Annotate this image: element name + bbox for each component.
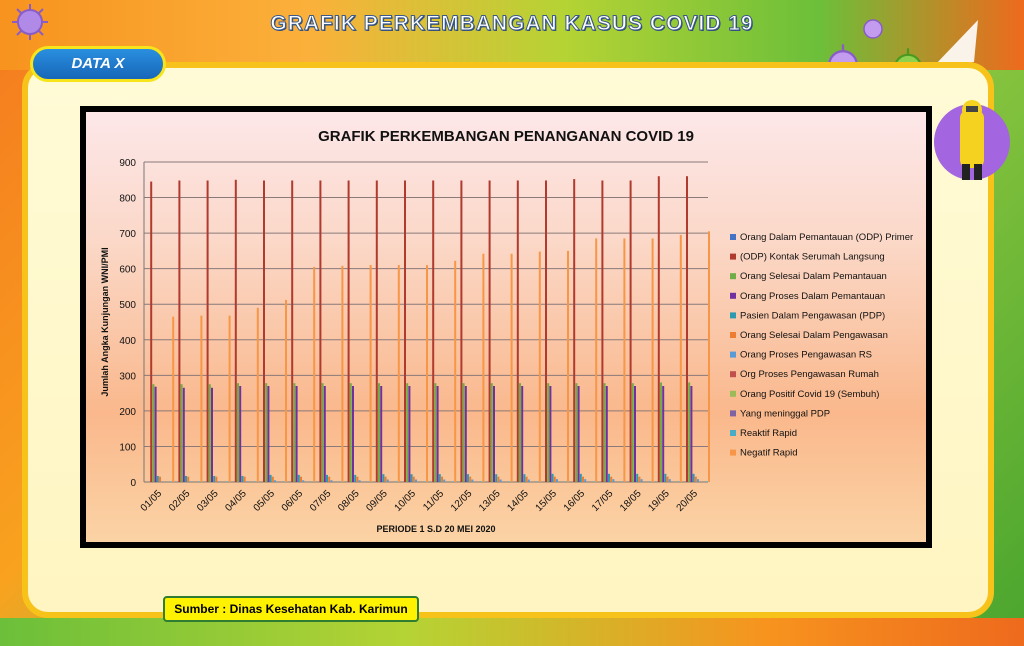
y-tick-label: 500 — [119, 300, 136, 312]
bar — [508, 481, 510, 482]
y-tick-label: 600 — [119, 264, 136, 276]
bar — [652, 238, 654, 482]
legend-item: Reaktif Rapid — [740, 428, 798, 439]
bar — [519, 383, 521, 482]
bar — [452, 481, 454, 482]
bar — [697, 479, 699, 482]
bar — [241, 476, 243, 482]
bar — [415, 480, 417, 482]
x-tick-label: 08/05 — [336, 488, 362, 514]
bar — [155, 387, 157, 482]
chart-area — [86, 112, 926, 542]
x-tick-label: 07/05 — [307, 488, 334, 514]
bar — [556, 479, 558, 482]
bar — [189, 481, 191, 482]
bar — [396, 481, 398, 482]
x-tick-label: 18/05 — [618, 488, 644, 514]
chart-panel — [80, 106, 932, 548]
legend-swatch — [730, 450, 736, 456]
legend-swatch — [730, 234, 736, 240]
bar — [237, 383, 239, 482]
bar — [367, 481, 369, 482]
legend-item: Org Proses Pengawasan Rumah — [740, 369, 879, 381]
bar — [406, 383, 408, 482]
y-tick-label: 800 — [119, 193, 136, 205]
bar — [285, 300, 287, 482]
bar — [348, 180, 350, 482]
bar — [552, 474, 554, 482]
bar — [465, 386, 467, 482]
legend-item: Yang meninggal PDP — [740, 408, 831, 420]
bar — [293, 383, 295, 482]
bar — [489, 180, 491, 482]
bar — [573, 179, 575, 482]
bar — [523, 474, 525, 482]
bar — [270, 475, 272, 482]
bar — [283, 481, 285, 482]
x-tick-label: 01/05 — [138, 488, 165, 514]
bar — [434, 383, 436, 482]
bar — [630, 180, 632, 482]
bar — [601, 180, 603, 482]
bar — [578, 386, 580, 482]
y-tick-label: 0 — [130, 478, 136, 489]
bar — [695, 477, 697, 482]
bar — [187, 477, 189, 482]
x-tick-label: 16/05 — [561, 488, 588, 514]
legend-item: Orang Dalam Pemantauan (ODP) Primer — [740, 232, 914, 243]
bar — [211, 388, 213, 482]
bar — [413, 477, 415, 482]
bar — [404, 180, 406, 482]
bar — [380, 386, 382, 482]
bar — [693, 474, 695, 482]
x-tick-label: 11/05 — [421, 488, 447, 514]
y-axis-label: Jumlah Angka Kunjungan WNI/PMI — [100, 247, 110, 397]
bar — [302, 480, 304, 482]
bar — [218, 481, 220, 482]
bar — [172, 317, 174, 482]
bar — [521, 386, 523, 482]
bar — [649, 481, 651, 482]
y-tick-label: 400 — [119, 335, 136, 347]
legend-item: Negatif Rapid — [740, 447, 798, 459]
legend-swatch — [730, 352, 736, 358]
bar — [267, 386, 269, 482]
bar — [356, 477, 358, 482]
bar — [500, 480, 502, 482]
x-axis-label: PERIODE 1 S.D 20 MEI 2020 — [376, 524, 496, 534]
y-tick-label: 900 — [119, 158, 136, 169]
x-tick-label: 19/05 — [646, 488, 672, 514]
bar — [706, 481, 708, 482]
bar — [621, 481, 623, 482]
bar — [370, 265, 372, 482]
bar — [311, 481, 313, 482]
bar — [291, 180, 293, 482]
bar — [595, 238, 597, 482]
bar — [235, 180, 237, 482]
bar — [378, 383, 380, 482]
bar — [350, 383, 352, 482]
legend-item: Pasien Dalam Pengawasan (PDP) — [740, 310, 886, 322]
legend-item: Orang Proses Pengawasan RS — [740, 349, 873, 361]
health-worker-icon — [930, 92, 1012, 184]
y-tick-label: 300 — [119, 371, 136, 383]
bar — [352, 386, 354, 482]
bar — [411, 474, 413, 482]
y-tick-label: 700 — [119, 229, 136, 241]
bar — [200, 316, 202, 482]
x-tick-label: 10/05 — [392, 488, 419, 514]
bar — [382, 474, 384, 482]
bar — [424, 481, 426, 482]
bar — [213, 476, 215, 482]
legend-swatch — [730, 391, 736, 397]
legend-swatch — [730, 430, 736, 436]
bar — [636, 474, 638, 482]
source-label: Sumber : Dinas Kesehatan Kab. Karimun — [163, 596, 419, 622]
bar — [680, 235, 682, 482]
bar — [426, 265, 428, 482]
bar — [300, 477, 302, 482]
bar — [539, 252, 541, 482]
x-tick-label: 05/05 — [251, 488, 278, 514]
bar — [183, 388, 185, 482]
bar — [341, 266, 343, 482]
footer-band — [0, 618, 1024, 646]
bar — [157, 476, 159, 482]
bar — [255, 481, 257, 482]
legend-swatch — [730, 410, 736, 416]
bar — [612, 479, 614, 482]
bar — [511, 254, 513, 482]
bar — [667, 477, 669, 482]
x-tick-label: 13/05 — [477, 488, 503, 514]
bar — [549, 386, 551, 482]
legend-item: Orang Selesai Dalam Pengawasan — [740, 330, 888, 341]
bar — [537, 481, 539, 482]
bar — [326, 475, 328, 482]
bar — [159, 477, 161, 482]
bar — [298, 475, 300, 482]
bar — [634, 386, 636, 482]
x-tick-label: 17/05 — [589, 488, 616, 514]
bar — [339, 481, 341, 482]
bar — [359, 480, 361, 482]
legend-swatch — [730, 293, 736, 299]
y-tick-label: 200 — [119, 406, 136, 418]
bar — [319, 180, 321, 482]
bar — [669, 479, 671, 482]
bar — [443, 480, 445, 482]
bar — [638, 477, 640, 482]
legend-item: (ODP) Kontak Serumah Langsung — [740, 251, 885, 263]
bar — [272, 477, 274, 482]
x-tick-label: 04/05 — [223, 488, 249, 514]
x-tick-label: 09/05 — [364, 488, 390, 514]
bar — [547, 383, 549, 482]
bar — [161, 481, 163, 482]
bar — [708, 231, 710, 482]
bar — [517, 180, 519, 482]
bar — [246, 481, 248, 482]
bar — [207, 180, 209, 482]
bar — [567, 251, 569, 482]
bar — [441, 477, 443, 482]
bar — [387, 480, 389, 482]
x-tick-label: 06/05 — [279, 488, 306, 514]
bar — [460, 180, 462, 482]
bar — [584, 479, 586, 482]
bar — [354, 475, 356, 482]
bar — [408, 386, 410, 482]
bar — [439, 474, 441, 482]
bar — [582, 477, 584, 482]
bar — [437, 386, 439, 482]
legend-swatch — [730, 371, 736, 377]
bar — [209, 384, 211, 482]
legend-item: Orang Selesai Dalam Pemantauan — [740, 271, 887, 283]
legend-item: Orang Proses Dalam Pemantauan — [740, 290, 886, 302]
bar — [170, 481, 172, 482]
x-tick-label: 20/05 — [674, 488, 701, 514]
x-tick-label: 14/05 — [505, 488, 531, 514]
bar — [150, 182, 152, 482]
x-tick-label: 15/05 — [533, 488, 560, 514]
bar — [454, 261, 456, 482]
bar — [257, 308, 259, 482]
bar — [664, 474, 666, 482]
bar — [480, 481, 482, 482]
bar — [263, 180, 265, 482]
bar — [463, 383, 465, 482]
bar — [274, 480, 276, 482]
bar — [545, 180, 547, 482]
legend-swatch — [730, 273, 736, 279]
x-tick-label: 02/05 — [166, 488, 193, 514]
bar — [641, 479, 643, 482]
bar — [528, 480, 530, 482]
bar — [660, 382, 662, 482]
data-badge: DATA X — [30, 46, 166, 82]
bar — [606, 386, 608, 482]
bar — [152, 384, 154, 482]
y-tick-label: 100 — [119, 442, 136, 454]
bar — [658, 176, 660, 482]
bar — [565, 481, 567, 482]
bar — [469, 477, 471, 482]
bar — [244, 477, 246, 482]
legend-item: Orang Positif Covid 19 (Sembuh) — [740, 388, 880, 400]
bar — [185, 476, 187, 482]
bar — [265, 383, 267, 482]
bar — [632, 383, 634, 482]
bar — [181, 384, 183, 482]
bar — [495, 474, 497, 482]
bar — [554, 477, 556, 482]
page-title: GRAFIK PERKEMBANGAN KASUS COVID 19 — [270, 12, 754, 35]
bar — [432, 180, 434, 482]
legend-swatch — [730, 332, 736, 338]
bar — [296, 386, 298, 482]
bar — [493, 386, 495, 482]
bar — [662, 386, 664, 482]
bar — [688, 382, 690, 482]
bar — [623, 238, 625, 482]
bar — [226, 481, 228, 482]
bar — [328, 477, 330, 482]
x-tick-label: 03/05 — [195, 488, 221, 514]
bar — [482, 254, 484, 482]
bar — [239, 386, 241, 482]
bar — [313, 267, 315, 482]
bar — [497, 477, 499, 482]
bar — [610, 477, 612, 482]
bar — [491, 383, 493, 482]
bar-chart — [86, 112, 926, 542]
bar — [215, 477, 217, 482]
chart-title: GRAFIK PERKEMBANGAN PENANGANAN COVID 19 — [318, 128, 694, 145]
bar — [526, 477, 528, 482]
bar — [330, 480, 332, 482]
bar — [471, 480, 473, 482]
bar — [678, 481, 680, 482]
legend-swatch — [730, 254, 736, 260]
legend-swatch — [730, 312, 736, 318]
bar — [198, 481, 200, 482]
bar — [690, 386, 692, 482]
bar — [385, 477, 387, 482]
bar — [575, 383, 577, 482]
bar — [376, 180, 378, 482]
bar — [580, 474, 582, 482]
bar — [398, 265, 400, 482]
x-tick-label: 12/05 — [448, 488, 475, 514]
bar — [229, 316, 231, 482]
bar — [178, 180, 180, 482]
bar — [593, 481, 595, 482]
bar — [467, 474, 469, 482]
bar — [686, 176, 688, 482]
bar — [322, 383, 324, 482]
bar — [324, 386, 326, 482]
bar — [608, 474, 610, 482]
bar — [604, 383, 606, 482]
